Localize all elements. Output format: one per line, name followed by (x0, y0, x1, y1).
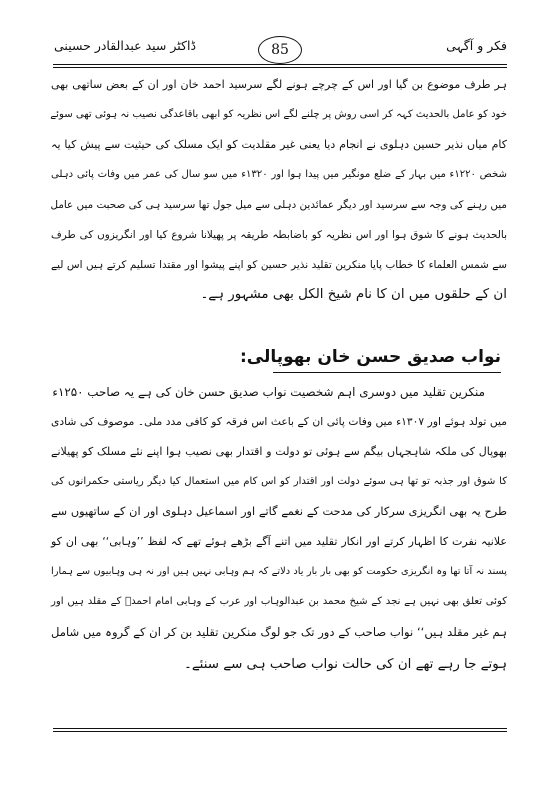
header-rule (53, 64, 507, 65)
footer-rule-double (53, 731, 507, 732)
paragraph-2-line: ہوتے جا رہے تھے ان کی حالت نواب صاحب ہی سے سنئے۔ (183, 657, 507, 672)
paragraph-1-line: میں رہنے کی وجہ سے سرسید اور دیگر عمائدین دہلی سے میل جول تھا سرسید ہی کی صحبت میں عامل (50, 199, 507, 211)
paragraph-2-line: منکرین تقلید میں دوسری اہم شخصیت نواب صدیق حسن خان کی ہے یہ صاحب ۱۲۵۰ء (52, 385, 485, 399)
book-title: فکر و آگہی (446, 38, 507, 53)
paragraph-2-line: پسند نہ آتا تھا وہ انگریزی حکومت کو بھی بار بار یاد دلاتے کہ ہم وہابی نہیں ہیں اور نہ ہی وہابیوں سے ہمارا (51, 566, 507, 577)
paragraph-2-line: میں تولد ہوئے اور ۱۳۰۷ء میں وفات پائی ان کے باعث اس فرقہ کو کافی مدد ملی۔ موصوف کی شادی (51, 415, 507, 428)
paragraph-2-line: علانیہ نفرت کا اظہار کرتے اور انکار تقلید میں اتنے آگے بڑھے ہوئے تھے کہ لفظ ’’وہابی‘‘ بھی ان کو (51, 535, 507, 548)
paragraph-2-line: ہم غیر مقلد ہیں‘‘ نواب صاحب کے دور تک جو لوگ منکرین تقلید بن کر ان کے گروہ میں شامل (51, 625, 507, 639)
paragraph-2-line: کا شوق اور جذبہ تو تھا ہی سوئے دولت اور اقتدار کو اس کام میں استعمال کیا دیگر ریاستی حکمرانوں کی (51, 476, 507, 487)
footer-rule (53, 728, 507, 729)
paragraph-1-line: ہر طرف موضوع بن گیا اور اس کے چرچے ہونے لگے سرسید احمد خان اور ان کے بعض ساتھی بھی (51, 78, 507, 91)
page-number: 85 (258, 36, 302, 64)
author-name: ڈاکٹر سید عبدالقادر حسینی (54, 38, 197, 53)
paragraph-1-line: ان کے حلقوں میں ان کا نام شیخ الکل بھی مشہور ہے۔ (200, 287, 507, 302)
paragraph-1-line: شخص ۱۲۲۰ء میں بہار کے ضلع مونگیر میں پیدا ہوا اور ۱۳۲۰ء میں سو سال کی عمر میں وفات پائی دہلی (51, 169, 507, 180)
paragraph-2-line: طرح یہ بھی انگریزی سرکار کی مدحت کے نغمے گاتے اور اسماعیل دہلوی اور ان کے ساتھیوں سے (51, 505, 507, 518)
paragraph-1-line: خود کو عامل بالحدیث کہہ کر اسی روش پر چلنے لگے اس نظریہ کو ابھی باقاعدگی نصیب نہ ہوئی تھی سوئے (50, 109, 507, 120)
paragraph-2-line: بھوپال کی ملکہ شاہجہاں بیگم سے ہوئی تو دولت و اقتدار بھی نصیب ہوا اپنے نئے مسلک کو پھیلانے (51, 445, 507, 458)
section-heading-underline (273, 372, 501, 373)
header-rule-double (53, 67, 507, 68)
paragraph-1-line: کام میاں نذیر حسین دہلوی نے انجام دیا یعنی غیر مقلدیت کو ایک مسلک کی حیثیت سے پیش کیا یہ (51, 138, 507, 151)
paragraph-2-line: کوئی تعلق بھی نہیں ہے نجد کے شیخ محمد بن عبدالوہاب اور عرب کے وہابی امام احمدؒ کے مقلد ہیں اور (51, 596, 507, 607)
section-heading: نواب صدیق حسن خان بھوپالی: (240, 347, 501, 367)
paragraph-1-line: بالحدیث ہونے کا شوق ہوا اور اس نظریہ کو باضابطہ طریقہ پر پھیلانا شروع کیا اور انگریزوں کی طرف (51, 229, 507, 241)
paragraph-1-line: سے شمس العلماء کا خطاب پایا منکرین تقلید نذیر حسین کو اپنے پیشوا اور مقتدا تسلیم کرتے ہیں اس لیے (51, 259, 507, 271)
